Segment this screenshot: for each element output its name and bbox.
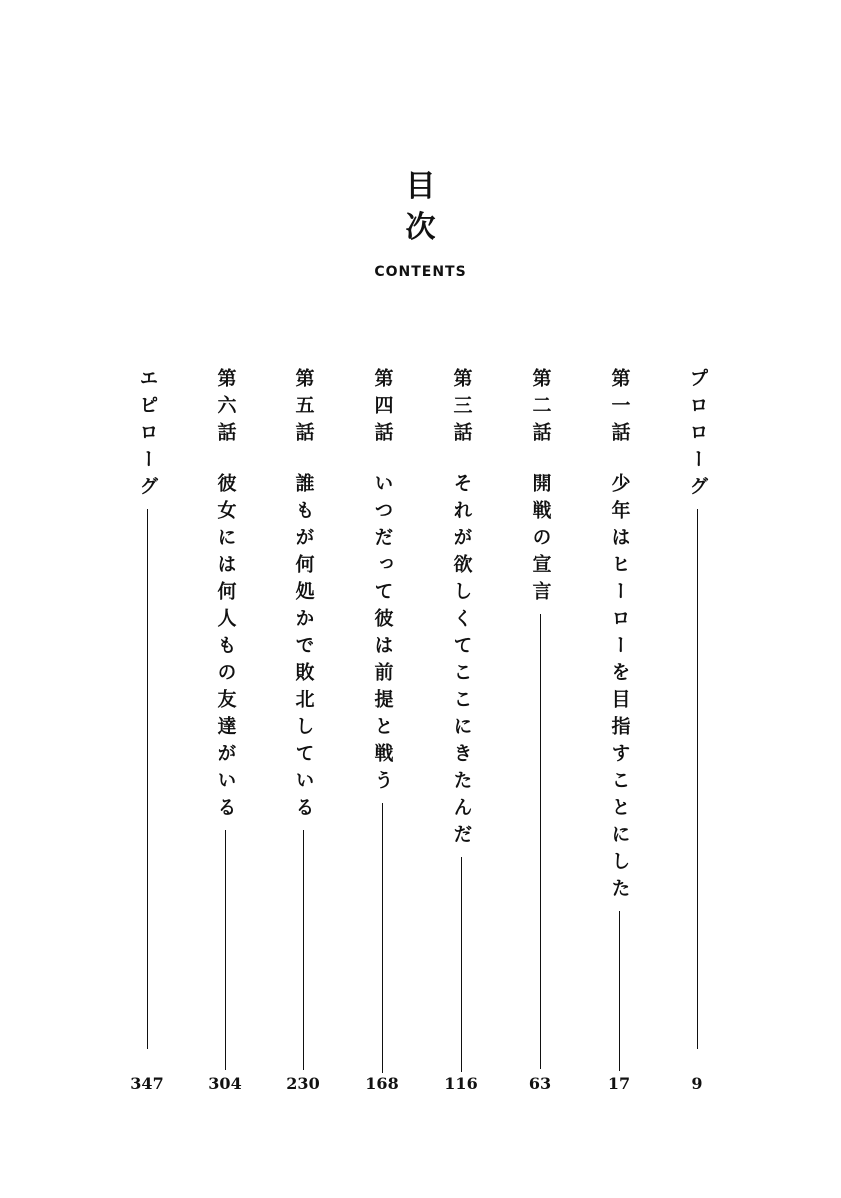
toc-chapter-label: 第一話 — [608, 368, 631, 449]
toc-title: 少年はヒーローを目指すことにした — [608, 473, 631, 905]
toc-entry-chapter-3[interactable] — [441, 368, 481, 1072]
leader-line — [697, 509, 698, 1049]
toc-page-number: 230 — [286, 1074, 320, 1093]
toc-entry-chapter-6[interactable] — [205, 368, 245, 1070]
toc-title: 開戦の宣言 — [529, 473, 552, 608]
toc-page-number: 63 — [528, 1074, 552, 1093]
leader-line — [147, 509, 148, 1049]
toc-page-number: 347 — [130, 1074, 164, 1093]
toc-title: エピローグ — [136, 368, 159, 503]
toc-page-number: 17 — [607, 1074, 631, 1093]
toc-page-number: 116 — [444, 1074, 478, 1093]
toc-title: プロローグ — [686, 368, 709, 503]
toc-title: 誰もが何処かで敗北している — [292, 473, 315, 824]
toc-chapter-label: 第四話 — [371, 368, 394, 449]
page-title-char-2: 次 — [405, 210, 436, 245]
toc-entry-chapter-5[interactable] — [283, 368, 323, 1070]
leader-line — [461, 857, 462, 1072]
leader-line — [619, 911, 620, 1071]
toc-page-number: 168 — [365, 1074, 399, 1093]
toc-title: それが欲しくてここにきたんだ — [450, 473, 473, 851]
toc-chapter-label: 第三話 — [450, 368, 473, 449]
toc-page-number: 304 — [208, 1074, 242, 1093]
page-subtitle: CONTENTS — [374, 264, 467, 280]
toc-entry-epilogue[interactable] — [127, 368, 167, 1049]
toc-chapter-label: 第六話 — [214, 368, 237, 449]
toc-entry-prologue[interactable] — [677, 368, 717, 1049]
toc-entry-chapter-4[interactable] — [362, 368, 402, 1073]
leader-line — [382, 803, 383, 1073]
toc-title: いつだって彼は前提と戦う — [371, 473, 394, 797]
leader-line — [303, 830, 304, 1070]
toc-chapter-label: 第五話 — [292, 368, 315, 449]
leader-line — [540, 614, 541, 1069]
toc-page-number: 9 — [691, 1074, 703, 1093]
toc-entry-chapter-1[interactable] — [599, 368, 639, 1071]
page-title-char-1: 目 — [405, 169, 436, 204]
toc-chapter-label: 第二話 — [529, 368, 552, 449]
toc-entry-chapter-2[interactable] — [520, 368, 560, 1069]
toc-title: 彼女には何人もの友達がいる — [214, 473, 237, 824]
leader-line — [225, 830, 226, 1070]
